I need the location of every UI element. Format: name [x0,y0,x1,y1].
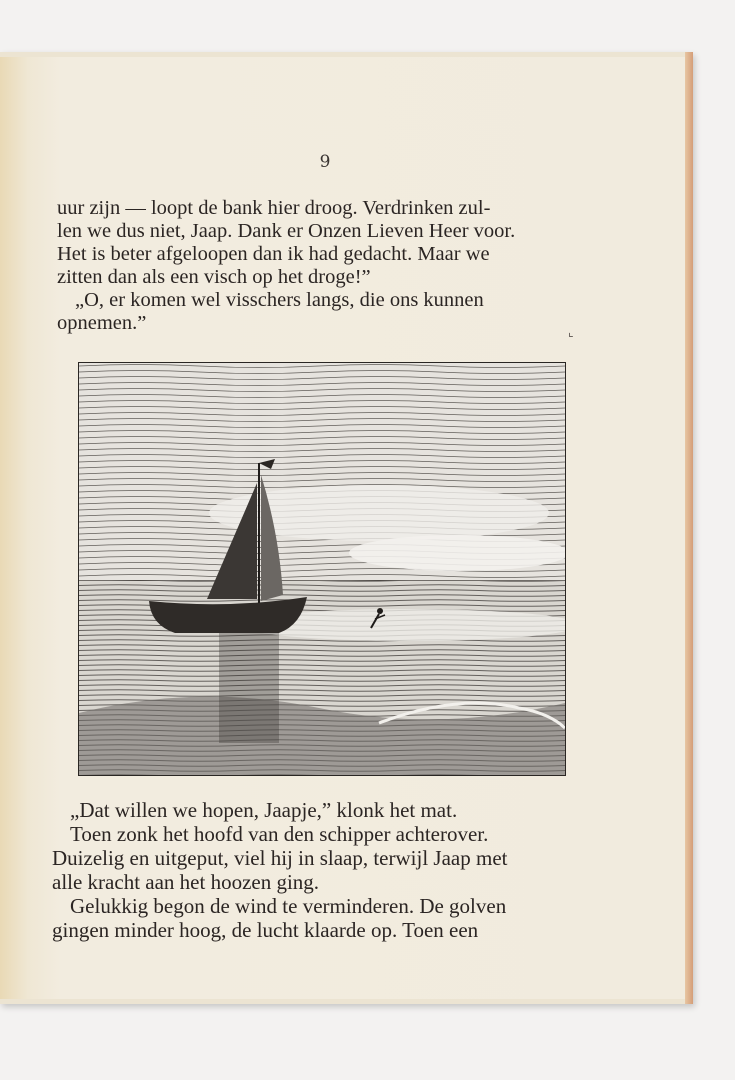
book [0,52,693,1004]
text-line: Toen zonk het hoofd van den schipper achterover. [70,822,489,846]
page-number: 9 [319,152,331,172]
engraving-illustration [78,362,566,776]
text-line: uur zijn — loopt de bank hier droog. Verdrinken zul- [57,197,491,219]
text-line: zitten dan als een visch op het droge!” [57,266,371,288]
text-block-top [57,197,597,335]
sailboat-engraving [79,363,565,775]
text-line: gingen minder hoog, de lucht klaarde op. Toen een [52,918,479,942]
text-line: alle kracht aan het hoozen ging. [52,870,320,894]
book-page [0,57,686,999]
text-line: opnemen.” [57,312,147,334]
text-line: len we dus niet, Jaap. Dank er Onzen Lieven Heer voor. [57,220,516,242]
text-block-bottom [52,798,592,942]
text-line: Het is beter afgeloopen dan ik had gedacht. Maar we [57,243,490,265]
text-line: „Dat willen we hopen, Jaapje,” klonk het mat. [70,798,458,822]
text-line: Gelukkig begon de wind te verminderen. De golven [70,894,507,918]
print-mark: ⌞ [568,325,574,339]
text-line: „O, er komen wel visschers langs, die ons kunnen [75,289,484,311]
text-line: Duizelig en uitgeput, viel hij in slaap, terwijl Jaap met [52,846,508,870]
page-edge [685,52,693,1004]
